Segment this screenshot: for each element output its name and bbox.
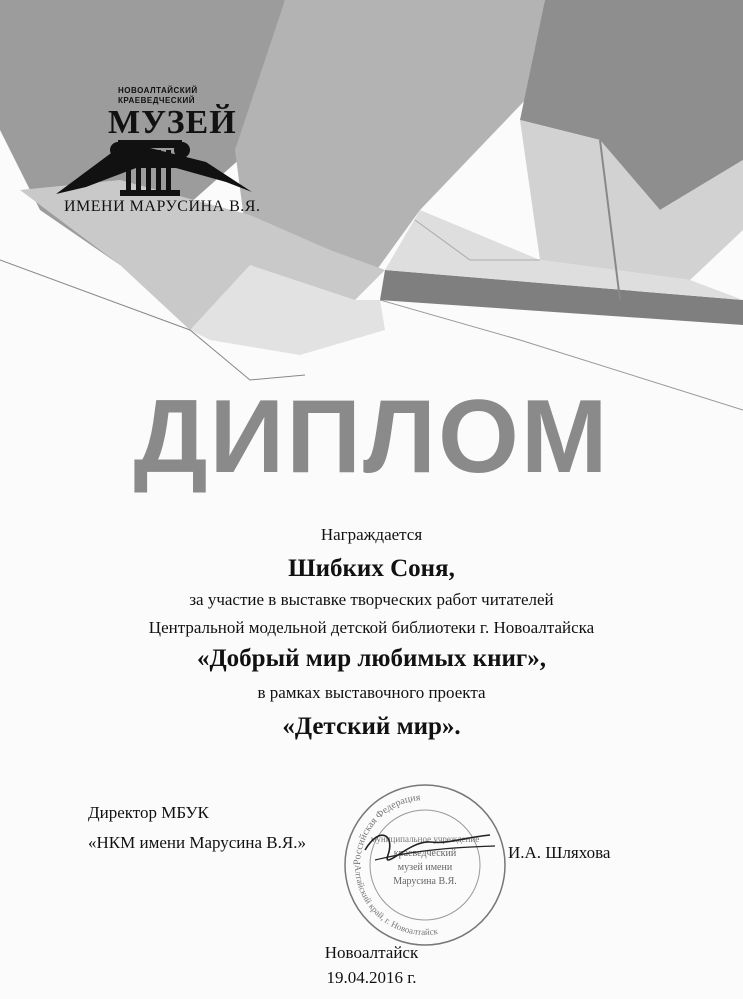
logo-mountain (56, 142, 252, 194)
signer-name: И.А. Шляхова (508, 843, 611, 862)
official-stamp (340, 780, 510, 950)
exhibition-name: «Добрый мир любимых книг», (196, 645, 546, 672)
signer-position-line1: Директор МБУК (88, 803, 209, 822)
footer-date: 19.04.2016 г. (326, 968, 417, 987)
project-name: «Детский мир». (282, 713, 461, 740)
stamp-mid4: Марусина В.Я. (393, 876, 457, 887)
stamp-mid3: музей имени (397, 862, 453, 873)
stamp-bottom-text: Алтайский край, г. Новоалтайск (352, 864, 439, 938)
stamp-top-text: Российская Федерация (351, 792, 421, 866)
participation-line: за участие в выставке творческих работ читателей (189, 590, 554, 609)
footer-city: Новоалтайск (324, 943, 419, 962)
diploma-title: ДИПЛОМ (133, 379, 610, 495)
logo-museum-word: МУЗЕЙ (108, 104, 237, 141)
stamp-mid1: муниципальное учреждение (370, 834, 480, 844)
logo-subtitle: ИМЕНИ МАРУСИНА В.Я. (64, 198, 261, 215)
library-line: Центральной модельной детской библиотеки г. Новоалтайска (148, 618, 595, 637)
stamp-mid2: краеведческий (393, 848, 457, 859)
recipient-name: Шибких Соня, (288, 555, 455, 582)
logo-line1: НОВОАЛТАЙСКИЙ (118, 86, 198, 95)
project-intro-line: в рамках выставочного проекта (257, 683, 486, 702)
logo-line2: КРАЕВЕДЧЕСКИЙ (118, 96, 195, 105)
awarded-line: Награждается (320, 525, 423, 544)
signer-position-line2: «НКМ имени Марусина В.Я.» (88, 833, 306, 852)
